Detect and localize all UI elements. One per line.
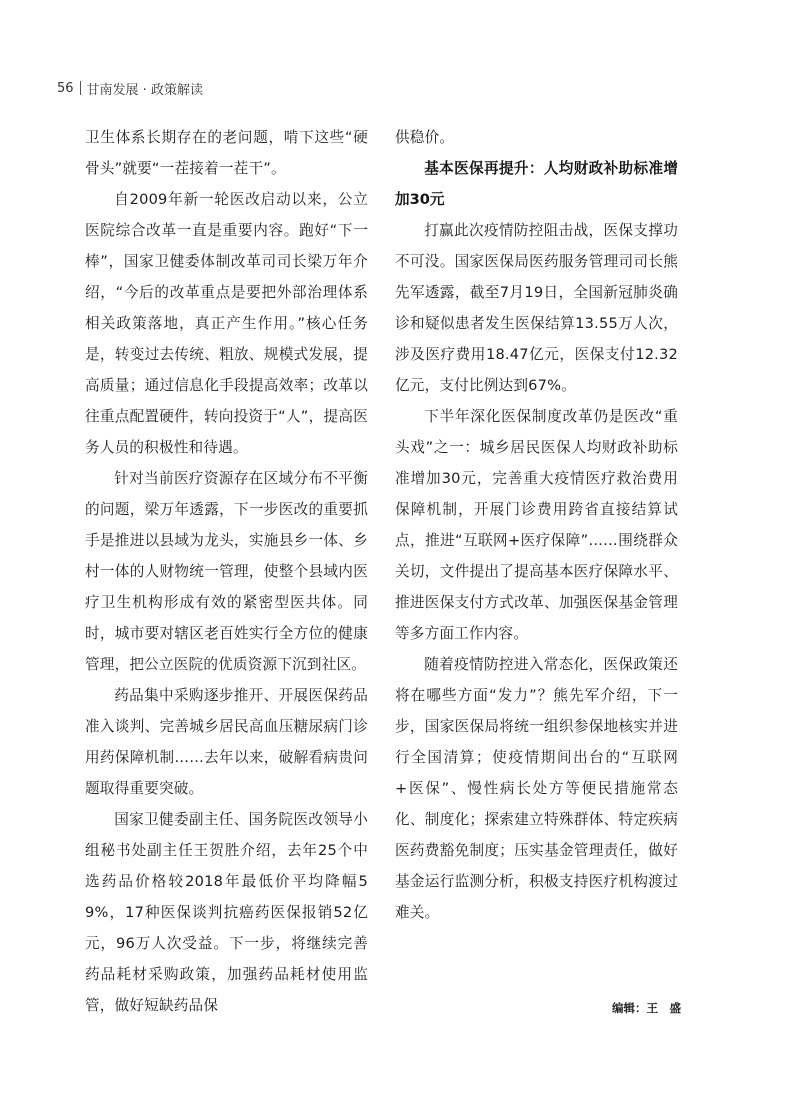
section-subheading: 基本医保再提升：人均财政补助标准增加30元 [395, 160, 678, 208]
left-column [85, 122, 368, 1021]
section-title: 甘南发展 · 政策解读 [86, 82, 203, 98]
paragraph-continued: 供稳价。 [395, 129, 455, 146]
paragraph-continued: 卫生体系长期存在的老问题，啃下这些“硬骨头”就要“一茬接着一茬干”。 [85, 129, 368, 177]
running-header [57, 78, 203, 98]
editor-credit: 编辑：王 盛 [612, 1001, 681, 1015]
paragraph: 药品集中采购逐步推开、开展医保药品准入谈判、完善城乡居民高血压糖尿病门诊用药保障机制……去年以来，破解看病贵问题取得重要突破。 [85, 687, 368, 797]
paragraph: 国家卫健委副主任、国务院医改领导小组秘书处副主任王贺胜介绍，去年25个中选药品价格较2018年最低价平均降幅59%，17种医保谈判抗癌药医保报销52亿元，96万人次受益。下一步，将继续完善药品耗材采购政策，加强药品耗材使用监管，做好短缺药品保 [85, 811, 368, 1014]
page-number: 56 [57, 80, 74, 96]
paragraph: 下半年深化医保制度改革仍是医改“重头戏”之一：城乡居民医保人均财政补助标准增加30元，完善重大疫情医疗救治费用保障机制，开展门诊费用跨省直接结算试点，推进“互联网+医疗保障”……围绕群众关切，文件提出了提高基本医疗保障水平、推进医保支付方式改革、加强医保基金管理等多方面工作内容。 [395, 408, 678, 642]
paragraph: 针对当前医疗资源存在区域分布不平衡的问题，梁万年透露，下一步医改的重要抓手是推进以县域为龙头，实施县乡一体、乡村一体的人财物统一管理，使整个县域内医疗卫生机构形成有效的紧密型医共体。同时，城市要对辖区老百姓实行全方位的健康管理，把公立医院的优质资源下沉到社区。 [85, 470, 368, 673]
paragraph: 打赢此次疫情防控阻击战，医保支撑功不可没。国家医保局医药服务管理司司长熊先军透露，截至7月19日，全国新冠肺炎确诊和疑似患者发生医保结算13.55万人次，涉及医疗费用18.47亿元，医保支付12.32亿元，支付比例达到67%。 [395, 222, 678, 394]
header-divider [80, 81, 81, 95]
paragraph: 随着疫情防控进入常态化，医保政策还将在哪些方面“发力”？熊先军介绍，下一步，国家医保局将统一组织参保地核实并进行全国清算；使疫情期间出台的“互联网+医保”、慢性病长处方等便民措施常态化、制度化；探索建立特殊群体、特定疾病医药费豁免制度；压实基金管理责任，做好基金运行监测分析，积极支持医疗机构渡过难关。 [395, 656, 678, 921]
paragraph: 自2009年新一轮医改启动以来，公立医院综合改革一直是重要内容。跑好“下一棒”，国家卫健委体制改革司司长梁万年介绍，“今后的改革重点是要把外部治理体系相关政策落地，真正产生作用。”核心任务是，转变过去传统、粗放、规模式发展，提高质量；通过信息化手段提高效率；改革以往重点配置硬件，转向投资于“人”，提高医务人员的积极性和待遇。 [85, 191, 368, 456]
right-column [395, 122, 678, 928]
